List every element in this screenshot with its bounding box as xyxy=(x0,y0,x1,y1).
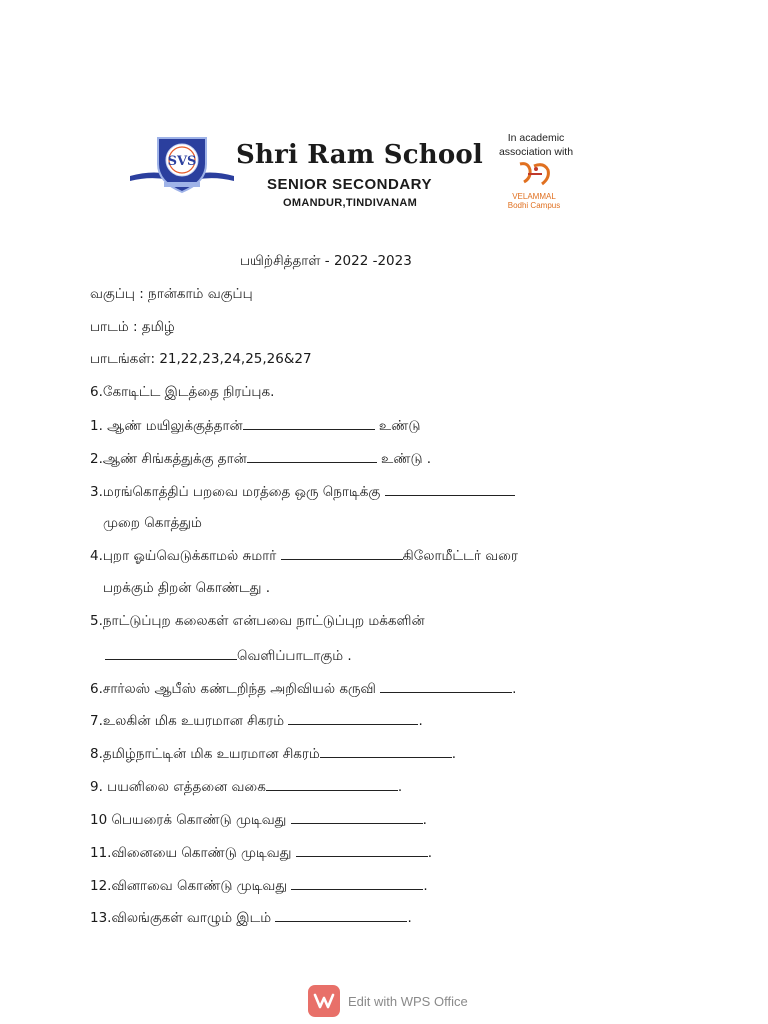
answer-blank[interactable] xyxy=(288,711,418,725)
question-12 xyxy=(90,876,428,895)
question-7-text: 7.உலகின் மிக உயரமான சிகரம் xyxy=(90,713,285,729)
question-5: 5.நாட்டுப்புற கலைகள் என்பவை நாட்டுப்புற மக்களின் xyxy=(90,613,425,629)
school-name: Shri Ram School xyxy=(236,140,483,170)
answer-blank[interactable] xyxy=(320,744,452,758)
question-1 xyxy=(90,416,420,435)
partner-emblem-icon xyxy=(498,160,570,188)
period: . xyxy=(427,845,433,861)
association-line-1: In academic xyxy=(507,132,565,144)
association-text xyxy=(490,131,582,159)
svg-text:SVS: SVS xyxy=(167,154,197,169)
answer-blank[interactable] xyxy=(247,449,377,463)
question-6 xyxy=(90,679,516,698)
question-8-text: 8.தமிழ்நாட்டின் மிக உயரமான சிகரம் xyxy=(90,746,320,762)
wps-edit-label: Edit with WPS Office xyxy=(348,993,468,1009)
question-5-continuation xyxy=(105,646,352,665)
section-heading: 6.கோடிட்ட இடத்தை நிரப்புக. xyxy=(90,384,275,400)
question-6-text: 6.சார்லஸ் ஆபீஸ் கண்டறிந்த அறிவியல் கருவி xyxy=(90,681,376,697)
question-11-text: 11.வினையை கொண்டு முடிவது xyxy=(90,845,292,861)
question-13-text: 13.விலங்குகள் வாழும் இடம் xyxy=(90,910,272,926)
answer-blank[interactable] xyxy=(105,646,237,660)
answer-blank[interactable] xyxy=(385,482,515,496)
question-11 xyxy=(90,843,432,862)
question-2-text: 2.ஆண் சிங்கத்துக்கு தான் xyxy=(90,451,247,467)
question-3-continuation: முறை கொத்தும் xyxy=(103,515,202,531)
wps-logo-icon xyxy=(308,985,340,1017)
question-10 xyxy=(90,810,427,829)
question-13 xyxy=(90,908,412,927)
period: . xyxy=(407,910,412,926)
wps-edit-badge[interactable] xyxy=(308,985,468,1017)
period: . xyxy=(512,681,517,697)
partner-sub: Bodhi Campus xyxy=(507,201,561,210)
answer-blank[interactable] xyxy=(291,810,423,824)
question-4-text: 4.புறா ஓய்வெடுக்காமல் சுமார் xyxy=(90,548,277,564)
question-4-tail: கிலோமீட்டர் வரை xyxy=(402,548,518,564)
partner-logo xyxy=(498,160,570,214)
shield-icon xyxy=(128,134,236,196)
question-9-text: 9. பயனிலை எத்தனை வகை xyxy=(90,779,266,795)
answer-blank[interactable] xyxy=(266,777,398,791)
question-3 xyxy=(90,482,515,501)
period: . xyxy=(451,746,457,762)
question-2 xyxy=(90,449,431,468)
school-level: SENIOR SECONDARY xyxy=(267,176,432,193)
answer-blank[interactable] xyxy=(243,416,375,430)
question-1-tail: உண்டு xyxy=(374,418,421,434)
period: . xyxy=(418,713,423,729)
question-1-text: 1. ஆண் மயிலுக்குத்தான் xyxy=(90,418,243,434)
question-8 xyxy=(90,744,456,763)
school-location: OMANDUR,TINDIVANAM xyxy=(283,197,418,209)
question-4-continuation: பறக்கும் திறன் கொண்டது . xyxy=(103,580,270,596)
worksheet-title: பயிற்சித்தாள் - 2022 -2023 xyxy=(240,253,412,269)
answer-blank[interactable] xyxy=(275,908,407,922)
answer-blank[interactable] xyxy=(380,679,512,693)
period: . xyxy=(423,878,428,894)
question-7 xyxy=(90,711,423,730)
school-logo xyxy=(128,134,236,196)
question-5-tail: வெளிப்பாடாகும் . xyxy=(237,648,352,664)
partner-name: VELAMMAL xyxy=(512,192,556,201)
period: . xyxy=(422,812,427,828)
association-line-2: association with xyxy=(498,146,574,158)
answer-blank[interactable] xyxy=(281,546,403,560)
period: . xyxy=(397,779,403,795)
class-line: வகுப்பு : நான்காம் வகுப்பு xyxy=(90,286,253,302)
question-2-tail: உண்டு . xyxy=(376,451,432,467)
question-9 xyxy=(90,777,402,796)
question-10-text: 10 பெயரைக் கொண்டு முடிவது xyxy=(90,812,287,828)
question-12-text: 12.வினாவை கொண்டு முடிவது xyxy=(90,878,288,894)
lessons-line: பாடங்கள்: 21,22,23,24,25,26&27 xyxy=(90,351,312,367)
subject-line: பாடம் : தமிழ் xyxy=(90,319,175,335)
answer-blank[interactable] xyxy=(296,843,428,857)
question-3-text: 3.மரங்கொத்திப் பறவை மரத்தை ஒரு நொடிக்கு xyxy=(90,484,381,500)
question-4 xyxy=(90,546,518,565)
answer-blank[interactable] xyxy=(291,876,423,890)
